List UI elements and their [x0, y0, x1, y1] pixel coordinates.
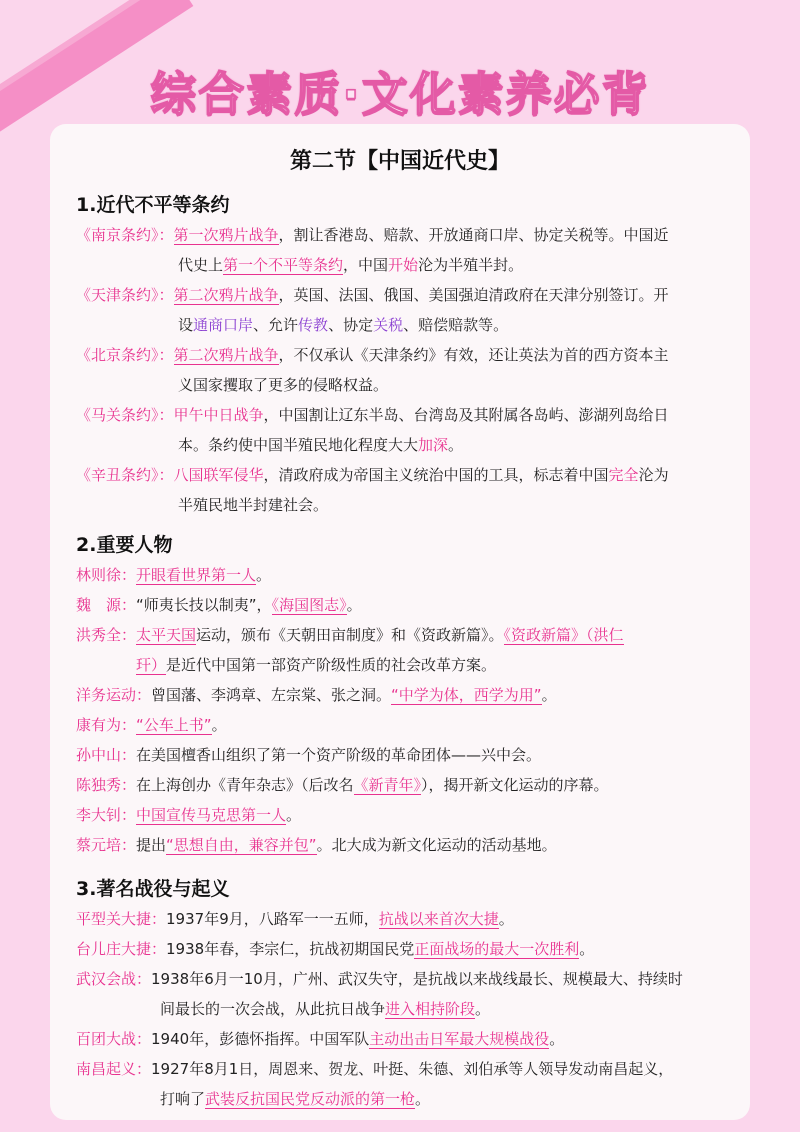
- key-point: “思想自由，兼容并包”: [166, 836, 317, 854]
- body-text: 1937年9月，八路军一一五师，: [166, 910, 379, 928]
- item-label: 百团大战：: [76, 1030, 152, 1048]
- key-point: 《资政新篇》（洪仁: [503, 626, 624, 644]
- body-text: 。: [549, 1030, 565, 1048]
- item-line: [76, 800, 736, 830]
- body-text: 提出: [136, 836, 167, 854]
- body-text: ，中国割让辽东半岛、台湾岛及其附属各岛屿、澎湖列岛给日: [263, 406, 669, 424]
- list-item: [76, 400, 736, 460]
- item-line: [76, 710, 736, 740]
- body-text: ，英国、法国、俄国、美国强迫清政府在天津分别签订。开: [278, 286, 669, 304]
- body-text: 。: [579, 940, 595, 958]
- body-text: 是近代中国第一部资产阶级性质的社会改革方案。: [166, 656, 497, 674]
- item-line: [76, 830, 736, 860]
- highlight-text: 传教: [298, 316, 329, 334]
- highlight-text: 开始: [388, 256, 419, 274]
- key-point: 主动出击日军最大规模战役: [369, 1030, 550, 1048]
- body-text: 本。条约使中国半殖民地化程度大大: [178, 436, 419, 454]
- item-line-continued: [76, 250, 736, 280]
- key-point: 抗战以来首次大捷: [378, 910, 499, 928]
- item-line: [76, 280, 736, 310]
- list-item: [76, 460, 736, 520]
- body-text: “师夷长技以制夷”，: [136, 596, 272, 614]
- item-label: 《辛丑条约》：: [76, 466, 174, 484]
- list-item: [76, 800, 736, 830]
- body-text: 在上海创办《青年杂志》（后改名: [136, 776, 354, 794]
- item-line: [76, 590, 736, 620]
- body-text: ，不仅承认《天津条约》有效，还让英法为首的西方资本主: [278, 346, 669, 364]
- list-item: [76, 620, 736, 680]
- list-item: [76, 934, 736, 964]
- body-text: 打响了: [160, 1090, 206, 1108]
- list-item: [76, 770, 736, 800]
- item-line: [76, 680, 736, 710]
- key-point: 开眼看世界第一人: [136, 566, 257, 584]
- highlight-text: 加深: [418, 436, 449, 454]
- item-line: [76, 460, 736, 490]
- item-label: 洪秀全：: [76, 626, 137, 644]
- body-text: 。: [256, 566, 272, 584]
- body-text: 设: [178, 316, 194, 334]
- body-text: 。: [448, 436, 464, 454]
- item-label: 蔡元培：: [76, 836, 137, 854]
- item-line-continued: [76, 490, 736, 520]
- item-label: 康有为：: [76, 716, 137, 734]
- item-line: [76, 560, 736, 590]
- body-text: 、允许: [253, 316, 299, 334]
- key-point: “公车上书”: [136, 716, 212, 734]
- list-item: [76, 1054, 736, 1114]
- item-label: 魏 源：: [76, 596, 137, 614]
- body-text: 运动，颁布《天朝田亩制度》和《资政新篇》。: [196, 626, 504, 644]
- list-item: [76, 560, 736, 590]
- body-text: 。: [415, 1090, 431, 1108]
- body-text: 1927年8月1日，周恩来、贺龙、叶挺、朱德、刘伯承等人领导发动南昌起义，: [151, 1060, 674, 1078]
- body-text: 义国家攫取了更多的侵略权益。: [178, 376, 389, 394]
- body-text: 。: [498, 910, 514, 928]
- heading-battles: 3.著名战役与起义: [76, 878, 230, 900]
- item-label: 《天津条约》：: [76, 286, 174, 304]
- banner-title: 综合素质·文化素养必背: [150, 67, 650, 121]
- item-line: [76, 1054, 736, 1084]
- body-text: 代史上: [178, 256, 224, 274]
- key-point: 中国宣传马克思第一人: [136, 806, 287, 824]
- item-label: 武汉会战：: [76, 970, 152, 988]
- item-label: 林则徐：: [76, 566, 137, 584]
- item-label: 洋务运动：: [76, 686, 152, 704]
- body-text: 。: [475, 1000, 491, 1018]
- list-item: [76, 964, 736, 1024]
- list-item: [76, 1024, 736, 1054]
- key-point: 正面战场的最大一次胜利: [414, 940, 580, 958]
- item-label: 《北京条约》：: [76, 346, 174, 364]
- item-line: [76, 740, 736, 770]
- item-line: [76, 220, 736, 250]
- highlight-text: 八国联军侵华: [173, 466, 264, 484]
- item-line-continued: [76, 430, 736, 460]
- highlight-text: 关税: [373, 316, 404, 334]
- item-label: 孙中山：: [76, 746, 137, 764]
- list-item: [76, 680, 736, 710]
- item-label: 李大钊：: [76, 806, 137, 824]
- body-text: 。: [286, 806, 302, 824]
- body-text: ，割让香港岛、赔款、开放通商口岸、协定关税等。中国近: [278, 226, 669, 244]
- body-text: ），揭开新文化运动的序幕。: [421, 776, 609, 794]
- highlight-text: 通商口岸: [193, 316, 254, 334]
- highlight-text: 甲午中日战争: [173, 406, 264, 424]
- item-line-continued: [76, 370, 736, 400]
- item-line-continued: [76, 1084, 736, 1114]
- body-text: 在美国檀香山组织了第一个资产阶级的革命团体——兴中会。: [136, 746, 542, 764]
- section-title: 第二节【中国近代史】: [289, 149, 510, 174]
- body-text: ，中国: [343, 256, 389, 274]
- item-label: 平型关大捷：: [76, 910, 167, 928]
- content-card: [50, 124, 750, 1120]
- key-point: 玕）: [136, 656, 167, 674]
- list-item: [76, 220, 736, 280]
- item-line: [76, 964, 736, 994]
- list-item: [76, 830, 736, 860]
- item-label: 《南京条约》：: [76, 226, 174, 244]
- body-text: 。: [211, 716, 227, 734]
- body-text: 半殖民地半封建社会。: [178, 496, 329, 514]
- item-line-continued: [76, 310, 736, 340]
- item-label: 陈独秀：: [76, 776, 137, 794]
- item-line: [76, 934, 736, 964]
- key-point: 第二次鸦片战争: [173, 346, 279, 364]
- key-point: 武装反抗国民党反动派的第一枪: [205, 1090, 416, 1108]
- body-text: ，清政府成为帝国主义统治中国的工具，标志着中国: [263, 466, 609, 484]
- key-point: 第二次鸦片战争: [173, 286, 279, 304]
- highlight-text: 完全: [608, 466, 639, 484]
- heading-figures: 2.重要人物: [76, 534, 173, 556]
- body-text: 。: [541, 686, 557, 704]
- key-point: 第一次鸦片战争: [173, 226, 279, 244]
- body-text: 沦为: [638, 466, 669, 484]
- key-point: “中学为体，西学为用”: [391, 686, 542, 704]
- body-text: 沦为半殖半封。: [418, 256, 524, 274]
- body-text: 、赔偿赔款等。: [403, 316, 509, 334]
- key-point: 进入相持阶段: [385, 1000, 476, 1018]
- key-point: 《海国图志》: [271, 596, 347, 614]
- key-point: 第一个不平等条约: [223, 256, 344, 274]
- body-text: 1938年春，李宗仁，抗战初期国民党: [166, 940, 415, 958]
- item-label: 南昌起义：: [76, 1060, 152, 1078]
- item-label: 台儿庄大捷：: [76, 940, 167, 958]
- body-text: 。北大成为新文化运动的活动基地。: [316, 836, 557, 854]
- list-item: [76, 280, 736, 340]
- body-text: 、协定: [328, 316, 374, 334]
- list-item: [76, 340, 736, 400]
- item-line-continued: [76, 994, 736, 1024]
- body-text: 1938年6月一10月，广州、武汉失守，是抗战以来战线最长、规模最大、持续时: [151, 970, 683, 988]
- list-item: [76, 710, 736, 740]
- key-point: 《新青年》: [353, 776, 422, 794]
- body-text: 间最长的一次会战，从此抗日战争: [160, 1000, 386, 1018]
- item-line: [76, 904, 736, 934]
- item-label: 《马关条约》：: [76, 406, 174, 424]
- body-text: 。: [346, 596, 362, 614]
- item-line-continued: [76, 650, 736, 680]
- item-line: [76, 620, 736, 650]
- heading-treaties: 1.近代不平等条约: [76, 194, 230, 216]
- list-item: [76, 904, 736, 934]
- body-text: 曾国藩、李鸿章、左宗棠、张之洞。: [151, 686, 392, 704]
- body-text: 1940年，彭德怀指挥。中国军队: [151, 1030, 370, 1048]
- item-line: [76, 340, 736, 370]
- item-line: [76, 770, 736, 800]
- list-item: [76, 590, 736, 620]
- item-line: [76, 1024, 736, 1054]
- list-item: [76, 740, 736, 770]
- key-point: 太平天国: [136, 626, 197, 644]
- item-line: [76, 400, 736, 430]
